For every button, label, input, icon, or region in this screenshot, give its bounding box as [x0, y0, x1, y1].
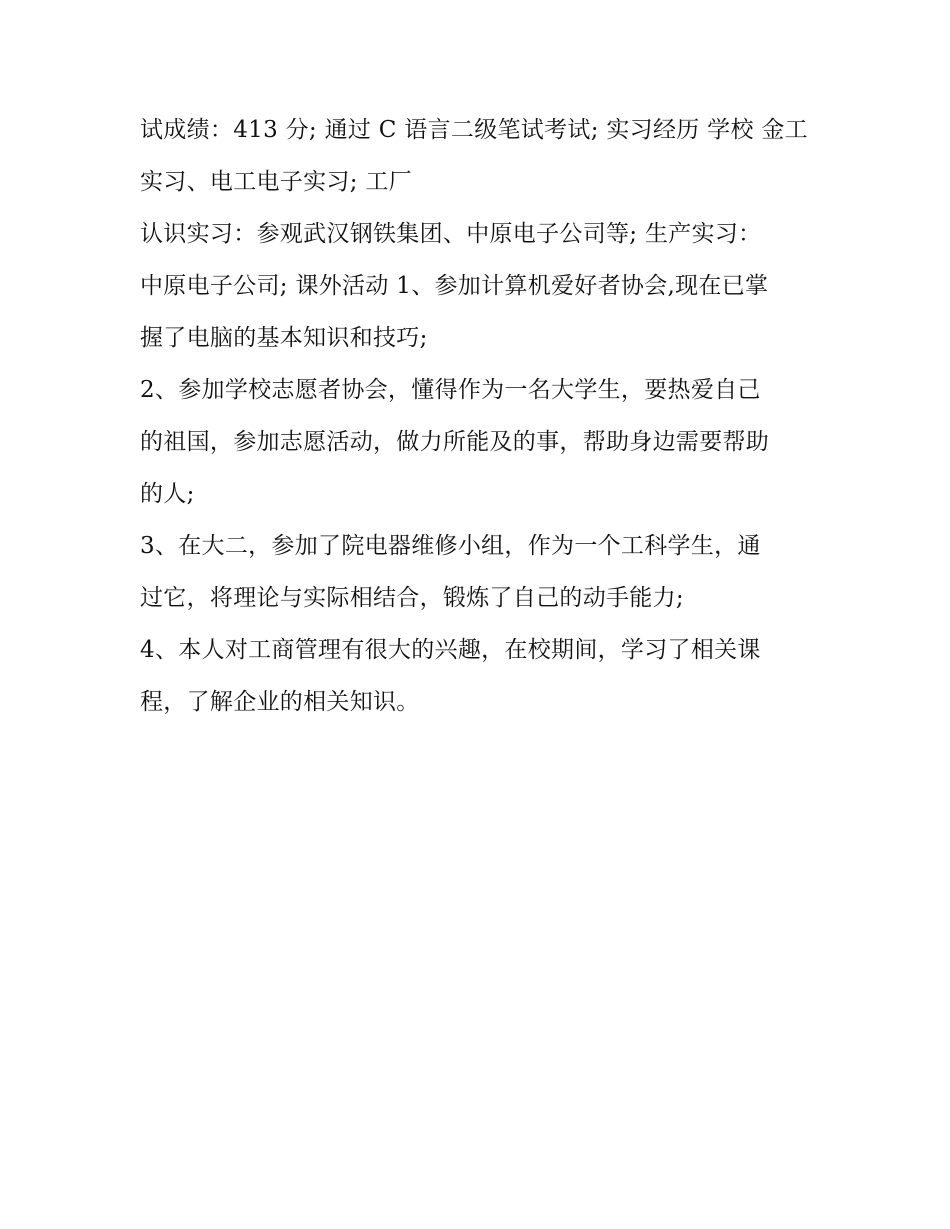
- text-line: 认识实习：参观武汉钢铁集团、中原电子公司等; 生产实习：: [140, 221, 762, 247]
- text-line: 程，了解企业的相关知识。: [140, 689, 420, 715]
- text-line: 2、参加学校志愿者协会，懂得作为一名大学生，要热爱自己: [140, 377, 761, 403]
- text-line: 3、在大二，参加了院电器维修小组，作为一个工科学生，通: [140, 533, 761, 559]
- text-line: 4、本人对工商管理有很大的兴趣，在校期间，学习了相关课: [140, 637, 761, 663]
- text-line: 握了电脑的基本知识和技巧;: [140, 325, 428, 351]
- document-body: [140, 104, 820, 728]
- text-line: 中原电子公司; 课外活动 1、参加计算机爱好者协会,现在已掌: [140, 273, 769, 299]
- text-line: 过它，将理论与实际相结合，锻炼了自己的动手能力;: [140, 585, 684, 611]
- text-line: 的人;: [140, 481, 195, 507]
- text-line: 的祖国，参加志愿活动，做力所能及的事，帮助身边需要帮助: [140, 429, 770, 455]
- text-line: 实习、电工电子实习; 工厂: [140, 169, 412, 195]
- text-line: 试成绩：413 分; 通过 C 语言二级笔试考试; 实习经历 学校 金工: [140, 117, 808, 143]
